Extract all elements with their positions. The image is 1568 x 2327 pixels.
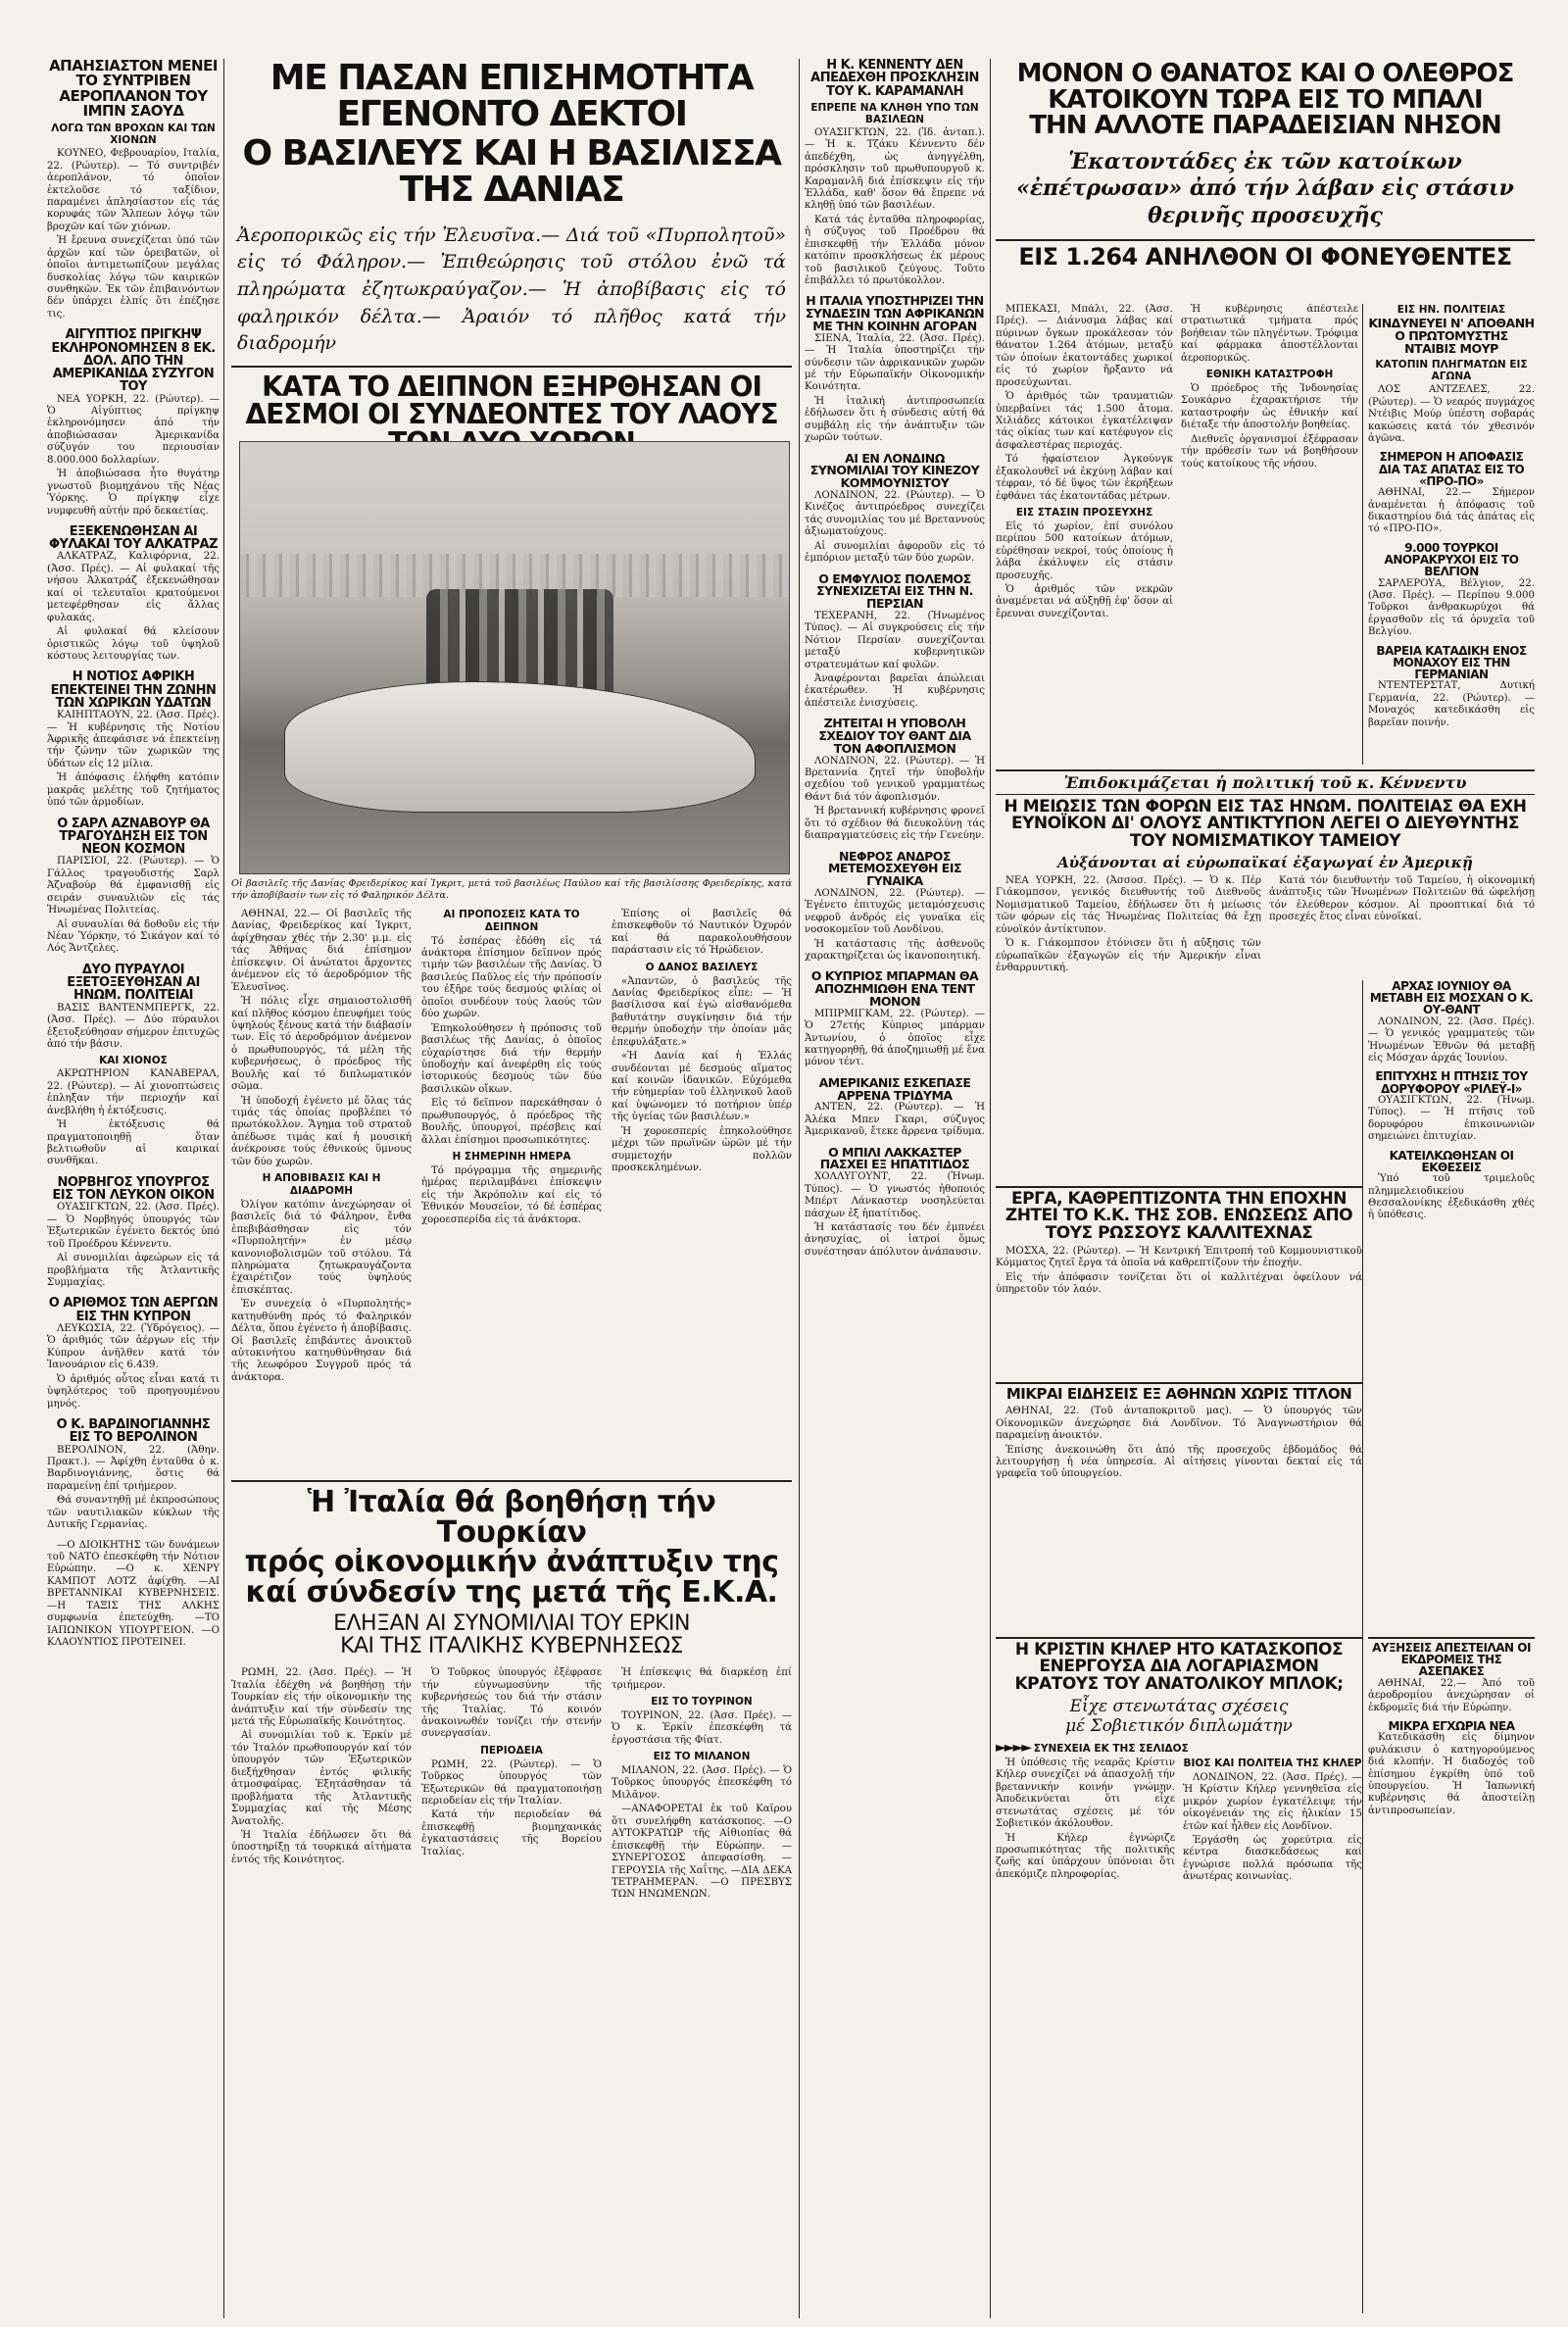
- story: ΑΝΤΕΝ, 22. (Ρώυτερ). — Ἡ Ἀλέκα Μπεν Γκαρι, σύζυγος Ἀμερικανοῦ, ἔτεκε ἄρρενα τρίδυμα.: [805, 1102, 985, 1138]
- lead-headline-line1: ΜΕ ΠΑΣΑΝ ΕΠΙΣΗΜΟΤΗΤΑ ΕΓΕΝΟΝΤΟ ΔΕΚΤΟΙ: [270, 61, 754, 134]
- lead-body: Οἱ βασιλεῖς τῆς Δανίας Φρειδερίκος καί Ἰγκριτ, μετά τοῦ βασιλέως Παύλου καί τῆς βασιλίσσης Φρειδερίκης, κατά τήν ἀποβίβασίν των εἰς τό Φαληρικόν Δέλτα. ΑΘΗΝΑΙ, 22.— Οἱ βασιλεῖς τῆς Δανίας, Φρειδερίκος καί Ἰγκριτ, ἀφίχθησαν χθές τήν 2.30' μ.μ. εἰς τάς Ἀθήνας διά ἐπίσημον ἐπίσκεψιν. Οἱ ἀνώτατοι ἄρχοντες ἀνέμενον εἰς τό ἀεροδρόμιον τῆς Ἐλευσῖνος. Ἡ πόλις εἶχε σημαιοστολισθῆ καί πλῆθος κόσμου ἐπευφήμει τούς ὑψηλούς ξένους κατά τήν διάβασίν των. Εἰς τό ἀεροδρόμιον ἀνέμενον ὁ πρωθυπουργός, τά μέλη τῆς κυβερνήσεως, ὁ πρόεδρος τῆς Βουλῆς καί τό διπλωματικόν σῶμα. Ἡ ὑποδοχή ἐγένετο μέ ὅλας τάς τιμάς τάς ὁποίας προβλέπει τό πρωτόκολλον. Ἄγημα τοῦ στρατοῦ ἀπέδωσε τιμάς καί ἡ μουσική ἀνέκρουσε τούς ἐθνικούς ὕμνους τῶν δύο χωρῶν. Η ΑΠΟΒΙΒΑΣΙΣ ΚΑΙ Η ΔΙΑΔΡΟΜΗ Ὀλίγον κατόπιν ἀνεχώρησαν οἱ βασιλεῖς διά τό Φάληρον, ἔνθα ἐπεβιβάσθησαν εἰς τόν «Πυρπολητήν» ἐν μέσῳ κανονιοβολισμῶν τοῦ στόλου. Τά πληρώματα ζητωκραυγάζοντα ἐχαιρέτιζον τούς ὑψηλούς ἐπισκέπτας. Ἐν συνεχείᾳ ὁ «Πυρπολητής» κατηυθύνθη πρός τό Φαληρικόν Δέλτα, ὅπου ἐγένετο ἡ ἀποβίβασις. Οἱ βασιλεῖς ἐπιβάντες ἀνοικτοῦ αὐτοκινήτου κατηυθύνθησαν διά τῆς λεωφόρου Συγγροῦ πρός τά ἀνάκτορα. ΑΙ ΠΡΟΠΟΣΕΙΣ ΚΑΤΑ ΤΟ ΔΕΙΠΝΟΝ Τό ἑσπέρας ἐδόθη εἰς τά ἀνάκτορα ἐπίσημον δεῖπνον πρός τιμήν τῶν βασιλέων τῆς Δανίας. Ὁ βασιλεύς Παῦλος εἰς τήν πρόποσίν του ἐξῆρε τούς δεσμούς φιλίας οἱ ὁποῖοι συνδέουν τούς λαούς τῶν δύο χωρῶν. Ἐπηκολούθησεν ἡ πρόποσις τοῦ βασιλέως τῆς Δανίας, ὁ ὁποῖος εὐχαρίστησε διά τήν θερμήν ὑποδοχήν καί ἀνεφέρθη εἰς τούς ἱστορικούς δεσμούς τῶν δύο βασιλικῶν οἴκων. Εἰς τό δεῖπνον παρεκάθησαν ὁ πρωθυπουργός, ὁ πρόεδρος τῆς Βουλῆς, ὑπουργοί, πρέσβεις καί ἄλλαι ἐπίσημοι προσωπικότητες. Η ΣΗΜΕΡΙΝΗ ΗΜΕΡΑ Τό πρόγραμμα τῆς σημερινῆς ἡμέρας περιλαμβάνει ἐπίσκεψιν εἰς τήν Ἀκρόπολιν καί εἰς τό Ἐθνικόν Μουσεῖον, τό δέ ἑσπέρας χοροεσπερίδα εἰς τά ἀνάκτορα. Ἐπίσης οἱ βασιλεῖς θά ἐπισκεφθοῦν τό Ναυτικόν Ὀχυρόν καί θά παρακολουθήσουν παράστασιν εἰς τό Ἡρώδειον. Ο ΔΑΝΟΣ ΒΑΣΙΛΕΥΣ «Ἀπαντῶν, ὁ βασιλεύς τῆς Δανίας Φρειδερίκος εἶπε: — Ἡ βασίλισσα καί ἐγώ αἰσθανόμεθα βαθυτάτην συγκίνησιν διά τήν θερμήν ὑποδοχήν τήν ὁποίαν μᾶς ἐπεφυλάξατε.» «Ἡ Δανία καί ἡ Ἑλλάς συνδέονται μέ δεσμούς αἵματος καί κοινῶν ἰδανικῶν. Εὐχόμεθα τήν εὐημερίαν τοῦ ἑλληνικοῦ λαοῦ καί ὑψώνομεν τό ποτήριον ὑπέρ τῆς ὑγείας τῶν βασιλέων.» Ἡ χοροεσπερίς ἐπηκολούθησε μέχρι τῶν πρωϊνῶν ὡρῶν μέ τήν συμμετοχήν πολλῶν προσκεκλημένων.: [231, 878, 792, 1383]
- headline: ΔΥΟ ΠΥΡΑΥΛΟΙ ΕΞΕΤΟΞΕΥΘΗΣΑΝ ΑΙ ΗΝΩΜ. ΠΟΛΙΤΕΙΑΙ: [67, 962, 200, 1004]
- headline: ΑΙΓΥΠΤΙΟΣ ΠΡΙΓΚΗΨ ΕΚΛΗΡΟΝΟΜΗΣΕΝ 8 ΕΚ. ΔΟΛ. ΑΠΟ ΤΗΝ ΑΜΕΡΙΚΑΝΙΔΑ ΣΥΖΥΓΟΝ ΤΟΥ: [51, 327, 216, 395]
- headline: Ο ΚΥΠΡΙΟΣ ΜΠΑΡΜΑΝ ΘΑ ΑΠΟΖΗΜΙΩΘΗ ΕΝΑ ΤΕΝΤ ΜΟΝΟΝ: [810, 968, 979, 1009]
- story: ΜΠΕΚΑΣΙ, Μπάλι, 22. (Ἀσσ. Πρές). — Διάνυσμα λάβας καί πύρινων ὄγκων προκάλεσαν τόν θάνατον 1.264 ἀτόμων, μεταξύ τῶν ὁποίων ἑκατοντάδες χωρικοί εἰς τό χωρίον ἤρξαντο νά προσεύχωνται.: [996, 304, 1173, 388]
- headline: ΖΗΤΕΙΤΑΙ Η ΥΠΟΒΟΛΗ ΣΧΕΔΙΟΥ ΤΟΥ ΘΑΝΤ ΔΙΑ ΤΟΝ ΑΦΟΠΛΙΣΜΟΝ: [818, 716, 971, 756]
- story: ΑΛΚΑΤΡΑΖ, Καλιφόρνια, 22. (Ἀσσ. Πρές). — Αἱ φυλακαί τῆς νήσου Ἀλκατράζ ἐξεκενώθησαν καί οἱ τελευταῖοι κρατούμενοι μετεφέρθησαν εἰς ἄλλας φυλακάς.: [47, 551, 220, 623]
- headline: Η ΚΡΙΣΤΙΝ ΚΗΛΕΡ ΗΤΟ ΚΑΤΑΣΚΟΠΟΣ ΕΝΕΡΓΟΥΣΑ ΔΙΑ ΛΟΓΑΡΙΑΣΜΟΝ ΚΡΑΤΟΥΣ ΤΟΥ ΑΝΑΤΟΛΙΚΟΥ ΜΠΛΟΚ;: [996, 1637, 1362, 1693]
- story: ΠΑΡΙΣΙΟΙ, 22. (Ρώυτερ). — Ὁ Γάλλος τραγουδιστής Σαρλ Ἀζναβούρ θά ἐμφανισθῇ εἰς σειράν συναυλιῶν εἰς τάς Ἡνωμένας Πολιτείας.: [47, 856, 220, 916]
- headline: Ο ΣΑΡΛ ΑΖΝΑΒΟΥΡ ΘΑ ΤΡΑΓΟΥΔΗΣΗ ΕΙΣ ΤΟΝ ΝΕΟΝ ΚΟΣΜΟΝ: [57, 816, 210, 858]
- headline: ΝΕΦΡΟΣ ΑΝΔΡΟΣ ΜΕΤΕΜΟΣΧΕΥΘΗ ΕΙΣ ΓΥΝΑΙΚΑ: [827, 848, 962, 889]
- subhead: ΠΕΡΙΟΔΕΙΑ: [480, 1744, 543, 1757]
- headline: Ο ΕΜΦΥΛΙΟΣ ΠΟΛΕΜΟΣ ΣΥΝΕΧΙΖΕΤΑΙ ΕΙΣ ΤΗΝ Ν. ΠΕΡΣΙΑΝ: [816, 570, 973, 611]
- bali-headline-2: ΕΙΣ 1.264 ΑΝΗΛΘΟΝ ΟΙ ΦΟΝΕΥΘΕΝΤΕΣ: [1018, 243, 1512, 272]
- headline: Η ΜΕΙΩΣΙΣ ΤΩΝ ΦΟΡΩΝ ΕΙΣ ΤΑΣ ΗΝΩΜ. ΠΟΛΙΤΕΙΑΣ ΘΑ ΕΧΗ ΕΥΝΟΪΚΟΝ ΔΙ' ΟΛΟΥΣ ΑΝΤΙΚΤΥΠΟΝ ΛΕΓΕΙ Ο ΔΙΕΥΘΥΝΤΗΣ ΤΟΥ ΝΟΜΙΣΜΑΤΙΚΟΥ ΤΑΜΕΙΟΥ: [1004, 797, 1527, 851]
- subhead-line2: ΚΑΙ ΤΗΣ ΙΤΑΛΙΚΗΣ ΚΥΒΕΡΝΗΣΕΩΣ: [340, 1633, 683, 1659]
- subhead: ΕΙΣ ΗΝ. ΠΟΛΙΤΕΙΑΣ: [1396, 304, 1506, 316]
- story: ΤΟΥΡΙΝΟΝ, 22. (Ἀσσ. Πρές). — Ὁ κ. Ἐρκίν ἐπεσκέφθη τά ἐργοστάσια τῆς Φίατ.: [612, 1709, 792, 1746]
- bali-headline-line2: ΚΑΤΟΙΚΟΥΝ ΤΩΡΑ ΕΙΣ ΤΟ ΜΠΑΛΙ: [1048, 84, 1483, 115]
- bar-headline: Ἐπιδοκιμάζεται ἡ πολιτική τοῦ κ. Κέννεντυ: [996, 769, 1535, 795]
- story: ΑΚΡΩΤΗΡΙΟΝ ΚΑΝΑΒΕΡΑΛ, 22. (Ρώυτερ). — Αἱ χιονοπτώσεις ἐπληξαν τήν περιοχήν καί ἀνεβλήθη ἡ ἐκτόξευσις.: [47, 1068, 220, 1116]
- headline: ΚΑΤΕΙΛΚΩΘΗΣΑΝ ΟΙ ΕΚΘΕΣΕΙΣ: [1389, 1148, 1514, 1174]
- lead-headline-line2: Ο ΒΑΣΙΛΕΥΣ ΚΑΙ Η ΒΑΣΙΛΙΣΣΑ ΤΗΣ ΔΑΝΙΑΣ: [242, 133, 781, 211]
- story: ΝΕΑ ΥΟΡΚΗ, 22. (Ἀσσοσ. Πρές). — Ὁ κ. Πέρ Γιάκομπσον, γενικός διευθυντής τοῦ Διεθνοῦς Νομισματικοῦ Ταμείου, ἐδήλωσεν ὅτι ἡ μείωσις τῶν φόρων εἰς τάς Ἡνωμένας Πολιτείας θά ἔχῃ εὐνοϊκόν ἀντίκτυπον.: [996, 874, 1261, 935]
- headline: ΑΡΧΑΣ ΙΟΥΝΙΟΥ ΘΑ ΜΕΤΑΒΗ ΕΙΣ ΜΟΣΧΑΝ Ο Κ. ΟΥ-ΘΑΝΤ: [1369, 980, 1534, 1017]
- subhead: ΚΑΙ ΧΙΟΝΟΣ: [99, 1055, 168, 1067]
- news-briefs: —ΑΝΑΦΟΡΕΤΑΙ ἐκ τοῦ Καϊρου ὅτι συνελήφθη κατάσκοπος. —Ο ΑΥΤΟΚΡΑΤΩΡ τῆς Αἰθιοπίας θά ἐπισκεφθῇ τήν Εὐρώπην. —ΣΥΝΕΡΓΟΣΟΣ ἀπεφασίσθη. —ΓΕΡΟΥΣΙΑ τῆς Χαΐτης. —ΔΙΑ ΔΕΚΑ ΤΕΤΡΑΗΜΕΡΑΝ. —Ο ΠΡΕΣΒΥΣ ΤΩΝ ΗΝΩΜΕΝΩΝ.: [612, 1804, 792, 1901]
- story: ΡΩΜΗ, 22. (Ρώυτερ). — Ὁ Τοῦρκος ὑπουργός τῶν Ἐξωτερικῶν θά πραγματοποιήσῃ περιοδείαν εἰς τήν Ἰταλίαν.: [421, 1758, 602, 1807]
- subhead: ΑΙ ΠΡΟΠΟΣΕΙΣ ΚΑΤΑ ΤΟ ΔΕΙΠΝΟΝ: [443, 909, 580, 933]
- subhead: ΕΙΣ ΤΟ ΤΟΥΡΙΝΟΝ: [651, 1696, 753, 1708]
- subhead: ΕΘΝΙΚΗ ΚΑΤΑΣΤΡΟΦΗ: [1205, 369, 1334, 381]
- headline: ΜΙΚΡΑΙ ΕΙΔΗΣΕΙΣ ΕΞ ΑΘΗΝΩΝ ΧΩΡΙΣ ΤΙΤΛΟΝ: [996, 1382, 1362, 1402]
- headline-line3: καί σύνδεσίν της μετά τῆς Ε.Κ.Α.: [245, 1574, 778, 1609]
- headline: ΕΞΕΚΕΝΩΘΗΣΑΝ ΑΙ ΦΥΛΑΚΑΙ ΤΟΥ ΑΛΚΑΤΡΑΖ: [48, 523, 219, 553]
- story: ΟΥΑΣΙΓΚΤΩΝ, 22. (Ἀσσ. Πρές). — Ὁ Νορβηγός ὑπουργός τῶν Ἐξωτερικῶν ἐγένετο δεκτός ὑπό τοῦ Προέδρου Κέννεντυ.: [47, 1202, 220, 1250]
- lead-paragraph: «Ἀπαντῶν, ὁ βασιλεύς τῆς Δανίας Φρειδερίκος εἶπε: — Ἡ βασίλισσα καί ἐγώ αἰσθανόμεθα βαθυτάτην συγκίνησιν διά τήν θερμήν ὑποδοχήν τήν ὁποίαν μᾶς ἐπεφυλάξατε.»: [612, 975, 792, 1048]
- story: ΡΩΜΗ, 22. (Ἀσσ. Πρές). — Ἡ Ἰταλία ἐδέχθη νά βοηθήσῃ τήν Τουρκίαν εἰς τήν οἰκονομικήν της ἀνάπτυξιν καί τήν σύνδεσίν της μετά τῆς Εὐρωπαϊκῆς Κοινότητος.: [231, 1667, 412, 1727]
- subhead: Η ΑΠΟΒΙΒΑΣΙΣ ΚΑΙ Η ΔΙΑΔΡΟΜΗ: [262, 1172, 381, 1197]
- headline: Ο ΜΠΙΛΙ ΛΑΚΚΑΣΤΕΡ ΠΑΣΧΕΙ ΕΞ ΗΠΑΤΙΤΙΔΟΣ: [819, 1144, 970, 1172]
- small-news-story: ΜΙΚΡΑΙ ΕΙΔΗΣΕΙΣ ΕΞ ΑΘΗΝΩΝ ΧΩΡΙΣ ΤΙΤΛΟΝ ΑΘΗΝΑΙ, 22. (Τοῦ ἀνταποκριτοῦ μας). — Ὁ ὑπουργός τῶν Οἰκονομικῶν ἀνεχώρησε διά Λονδῖνον. Τό Ἀναγνωστήριον θά παραμείνῃ ἀνοικτόν. Ἐπίσης ἀνεκοινώθη ὅτι ἀπό τῆς προσεχοῦς ἑβδομάδος θά λειτουργήσῃ ἡ νέα ὑπηρεσία. Αἱ αἰτήσεις γίνονται δεκταί εἰς τά γραφεῖα τοῦ ὑπουργείου.: [996, 1382, 1362, 1627]
- subhead: ΛΟΓΩ ΤΩΝ ΒΡΟΧΩΝ ΚΑΙ ΤΩΝ ΧΙΟΝΩΝ: [51, 123, 216, 147]
- story: ΛΟΣ ΑΝΤΖΕΛΕΣ, 22. (Ρώυτερ). — Ὁ νεαρός πυγμάχος Ντέιβις Μούρ ὑπέστη σοβαράς κακώσεις κατά τόν χθεσινόν ἀγῶνα.: [1368, 384, 1535, 444]
- story: ΤΕΧΕΡΑΝΗ, 22. (Ἡνωμένος Τύπος). — Αἱ συγκρούσεις εἰς τήν Νότιον Περσίαν συνεχίζονται μεταξύ κυβερνητικῶν στρατευμάτων καί φυλῶν.: [805, 610, 985, 670]
- lead-paragraph: Τό πρόγραμμα τῆς σημερινῆς ἡμέρας περιλαμβάνει ἐπίσκεψιν εἰς τήν Ἀκρόπολιν καί εἰς τό Ἐθνικόν Μουσεῖον, τό δέ ἑσπέρας χοροεσπερίδα εἰς τά ἀνάκτορα.: [421, 1164, 602, 1225]
- right-narrow-column-2: [1368, 980, 1535, 1588]
- story: ΑΘΗΝΑΙ, 22.— Ἀπό τοῦ ἀεροδρομίου ἀνεχώρησαν οἱ ἐκδρομεῖς διά τήν Εὐρώπην.: [1368, 1677, 1535, 1713]
- subhead: ΕΠΡΕΠΕ ΝΑ ΚΛΗΘΗ ΥΠΟ ΤΩΝ ΒΑΣΙΛΕΩΝ: [810, 101, 979, 125]
- bali-body: ΜΠΕΚΑΣΙ, Μπάλι, 22. (Ἀσσ. Πρές). — Διάνυσμα λάβας καί πύρινων ὄγκων προκάλεσαν τόν θάνατον 1.264 ἀτόμων, μεταξύ τῶν ὁποίων ἑκατοντάδες χωρικοί εἰς τό χωρίον ἤρξαντο νά προσεύχωνται. Ὁ ἀριθμός τῶν τραυματιῶν ὑπερβαίνει τάς 1.500 ἄτομα. Χιλιάδες κάτοικοι ἐγκατέλειψαν τάς οἰκίας των καί κατέφυγον εἰς ἀσφαλεστέρας περιοχάς. Τό ἡφαίστειον Ἀγκούνγκ ἐξακολουθεῖ νά ἐκχύνῃ λάβαν καί τέφραν, τό δέ ὕψος τῶν ἐκρήξεων ἐφθάνει τάς ἑκατοντάδας μέτρων. ΕΙΣ ΣΤΑΣΙΝ ΠΡΟΣΕΥΧΗΣ Εἰς τό χωρίον, ἐπί συνόλου περίπου 500 κατοίκων ἀτόμων, εὑρέθησαν νεκροί, τούς ὁποίους ἡ λάβα ἐκάλυψεν εἰς στάσιν προσευχῆς. Ὁ ἀριθμός τῶν νεκρῶν ἀναμένεται νά αὐξηθῇ ἐφ' ὅσον αἱ ἔρευναι συνεχίζονται. Ἡ κυβέρνησις ἀπέστειλε στρατιωτικά τμήματα πρός βοήθειαν τῶν πληγέντων. Τρόφιμα καί φάρμακα ἀποστέλλονται ἀεροπορικῶς. ΕΘΝΙΚΗ ΚΑΤΑΣΤΡΟΦΗ Ὁ πρόεδρος τῆς Ἰνδονησίας Σουκάρνο ἐχαρακτήρισε τήν καταστροφήν ὡς ἐθνικήν καί διέταξε τήν ἀποστολήν βοηθείας. Διεθνεῖς ὀργανισμοί ἐξέφρασαν τήν πρόθεσίν των νά βοηθήσουν τούς κατοίκους τῆς νήσου.: [996, 304, 1358, 619]
- story: ΟΥΑΣΙΓΚΤΩΝ, 22. (Ἰδ. ἀνταπ.). — Ἡ κ. Τζάκυ Κέννεντυ δέν ἀπεδέχθη, ὡς ἀνηγγέλθη, πρόσκλησιν τοῦ πρωθυπουργοῦ κ. Καραμανλῆ διά ἐπίσκεψιν εἰς τήν Ἑλλάδα, καθ' ὅσον θά ἔπρεπε νά κληθῇ ὑπό τῶν βασιλέων.: [805, 126, 985, 212]
- headline: ΕΠΙΤΥΧΗΣ Η ΠΤΗΣΙΣ ΤΟΥ ΔΟΡΥΦΟΡΟΥ «ΡΙΛΕΫ-Ι»: [1375, 1069, 1528, 1096]
- deck: Αὐξάνονται αἱ εὐρωπαϊκαί ἐξαγωγαί ἐν Ἀμερικῇ: [1057, 853, 1473, 871]
- story: ΛΟΝΔΙΝΟΝ, 22. (Ρώυτερ). — Ἡ Βρεταννία ζητεῖ τήν ὑποβολήν σχεδίου τοῦ γενικοῦ γραμματέως Θάντ διά τόν ἀφοπλισμόν.: [805, 755, 985, 803]
- story: ΣΙΕΝΑ, Ἰταλία, 22. (Ἀσσ. Πρές). — Ἡ Ἰταλία ὑποστηρίζει τήν σύνδεσιν τῶν ἀφρικανικῶν χωρῶν μέ τήν Εὐρωπαϊκήν Οἰκονομικήν Κοινότητα.: [805, 332, 985, 393]
- story: Ὑπό τοῦ τριμελοῦς πλημμελειοδικείου Θεσσαλονίκης ἐξεδικάσθη χθές ἡ ὑπόθεσις.: [1368, 1173, 1535, 1221]
- deck-line1: Εἶχε στενωτάτας σχέσεις: [1069, 1696, 1289, 1716]
- headline-line1: Ἡ Ἰταλία θά βοηθήσῃ τήν Τουρκίαν: [307, 1488, 716, 1550]
- column-rule: [223, 59, 224, 2318]
- story: ΜΙΛΑΝΟΝ, 22. (Ἀσσ. Πρές). — Ὁ Τοῦρκος ὑπουργός ἐπεσκέφθη τό Μιλᾶνον.: [612, 1765, 792, 1801]
- story: ΧΟΛΛΥΓΟΥΝΤ, 22. (Ἡνωμ. Τύπος). — Ὁ γνωστός ἠθοποιός Μπέρτ Λάνκαστερ νοσηλεύεται πάσχων ἐξ ἡπατίτιδος.: [805, 1171, 985, 1219]
- headline: ΑΥΞΗΣΕΙΣ ΑΠΕΣΤΕΙΛΑΝ ΟΙ ΕΚΔΡΟΜΕΙΣ ΤΗΣ ΑΣΕΠΑΚΕΣ: [1368, 1637, 1535, 1678]
- photo-caption: Οἱ βασιλεῖς τῆς Δανίας Φρειδερίκος καί Ἰγκριτ, μετά τοῦ βασιλέως Παύλου καί τῆς βασιλίσσης Φρειδερίκης, κατά τήν ἀποβίβασίν των εἰς τό Φαληρικόν Δέλτα.: [231, 878, 792, 901]
- headline-line2: πρός οἰκονομικήν ἀνάπτυξιν της: [244, 1545, 779, 1580]
- headline: 9.000 ΤΟΥΡΚΟΙ ΑΝΟΡΑΚΡΥΧΟΙ ΕΙΣ ΤΟ ΒΕΛΓΙΟΝ: [1384, 540, 1519, 579]
- lead-paragraph: ΑΘΗΝΑΙ, 22.— Οἱ βασιλεῖς τῆς Δανίας, Φρειδερίκος καί Ἰγκριτ, ἀφίχθησαν χθές τήν 2.30' μ.μ. εἰς τάς Ἀθήνας διά ἐπίσημον ἐπίσκεψιν. Οἱ ἀνώτατοι ἄρχοντες ἀνέμενον εἰς τό ἀεροδρόμιον τῆς Ἐλευσῖνος.: [231, 909, 412, 993]
- story: ΝΤΕΝΤΕΡΣΤΑΤ, Δυτική Γερμανία, 22. (Ρώυτερ). — Μοναχός κατεδικάσθη εἰς βαρεῖαν ποινήν.: [1368, 680, 1535, 728]
- story: ΒΕΡΟΛΙΝΟΝ, 22. (Ἀθην. Πρακτ.). — Ἀφίχθη ἐνταῦθα ὁ κ. Βαρδινογιάννης, ὅστις θά παραμείνῃ ἐπί τριήμερον.: [47, 1444, 220, 1492]
- left-column: ΑΠΑΗΣΙΑΣΤΟΝ ΜΕΝΕΙ ΤΟ ΣΥΝΤΡΙΒΕΝ ΑΕΡΟΠΛΑΝΟΝ ΤΟΥ ΙΜΠΝ ΣΑΟΥΔ ΛΟΓΩ ΤΩΝ ΒΡΟΧΩΝ ΚΑΙ ΤΩΝ ΧΙΟΝΩΝ ΚΟΥΝΕΟ, Φεβρουαρίου, Ιταλία, 22. (Ρώυτερ). — Τό συντριβέν ἀεροπλάνον, τό ὁποῖον ἐκτελοῦσε τό ταξίδιον, παραμένει ἀπλησίαστον εἰς τάς κορυφάς τῶν Ἄλπεων λόγῳ τῶν βροχῶν καί τῶν χιόνων. Ἡ ἔρευνα συνεχίζεται ὑπό τῶν ἀρχῶν καί τῶν ὀρειβατῶν, οἱ ὁποῖοι ἀντιμετωπίζουν μεγάλας δυσκολίας λόγῳ τῶν καιρικῶν συνθηκῶν. Ἐκ τῶν ἐπιβαινόντων δέν ὑπάρχει ἐλπίς ὅτι ἐπέζησε τις. ΑΙΓΥΠΤΙΟΣ ΠΡΙΓΚΗΨ ΕΚΛΗΡΟΝΟΜΗΣΕΝ 8 ΕΚ. ΔΟΛ. ΑΠΟ ΤΗΝ ΑΜΕΡΙΚΑΝΙΔΑ ΣΥΖΥΓΟΝ ΤΟΥ ΝΕΑ ΥΟΡΚΗ, 22. (Ρώυτερ). — Ὁ Αἰγύπτιος πρίγκηψ ἐκληρονόμησεν ἀπό τήν ἀποβιώσασαν Ἀμερικανίδα σύζυγόν του περιουσίαν 8.000.000 δολλαρίων. Ἡ ἀποβιώσασα ἦτο θυγάτηρ γνωστοῦ βιομηχάνου τῆς Νέας Ὑόρκης. Ὁ πρίγκηψ εἶχε νυμφευθῆ αὐτήν πρό δεκαετίας. ΕΞΕΚΕΝΩΘΗΣΑΝ ΑΙ ΦΥΛΑΚΑΙ ΤΟΥ ΑΛΚΑΤΡΑΖ ΑΛΚΑΤΡΑΖ, Καλιφόρνια, 22. (Ἀσσ. Πρές). — Αἱ φυλακαί τῆς νήσου Ἀλκατράζ ἐξεκενώθησαν καί οἱ τελευταῖοι κρατούμενοι μετεφέρθησαν εἰς ἄλλας φυλακάς. Αἱ φυλακαί θά κλείσουν ὁριστικῶς λόγῳ τοῦ ὑψηλοῦ κόστους λειτουργίας των. Η ΝΟΤΙΟΣ ΑΦΡΙΚΗ ΕΠΕΚΤΕΙΝΕΙ ΤΗΝ ΖΩΝΗΝ ΤΩΝ ΧΩΡΙΚΩΝ ΥΔΑΤΩΝ ΚΑΙΗΠΤΑΟΥΝ, 22. (Ἀσσ. Πρές). — Ἡ κυβέρνησις τῆς Νοτίου Ἀφρικῆς ἀπεφάσισε νά ἐπεκτείνῃ τήν ζώνην τῶν χωρικῶν της ὑδάτων εἰς 12 μίλια. Ἡ ἀπόφασις ἐλήφθη κατόπιν μακρᾶς μελέτης τοῦ ζητήματος ὑπό τῶν ἁρμοδίων. Ο ΣΑΡΛ ΑΖΝΑΒΟΥΡ ΘΑ ΤΡΑΓΟΥΔΗΣΗ ΕΙΣ ΤΟΝ ΝΕΟΝ ΚΟΣΜΟΝ ΠΑΡΙΣΙΟΙ, 22. (Ρώυτερ). — Ὁ Γάλλος τραγουδιστής Σαρλ Ἀζναβούρ θά ἐμφανισθῇ εἰς σειράν συναυλιῶν εἰς τάς Ἡνωμένας Πολιτείας. Αἱ συναυλίαι θά δοθοῦν εἰς τήν Νέαν Ὑόρκην, τό Σικάγον καί τό Λός Ἄντζελες. ΔΥΟ ΠΥΡΑΥΛΟΙ ΕΞΕΤΟΞΕΥΘΗΣΑΝ ΑΙ ΗΝΩΜ. ΠΟΛΙΤΕΙΑΙ ΒΑΣΙΣ ΒΑΝΤΕΝΜΠΕΡΓΚ, 22. (Ἀσσ. Πρές). — Δύο πύραυλοι ἐξετοξεύθησαν σήμερον ἐπιτυχῶς ἀπό τήν βάσιν. ΚΑΙ ΧΙΟΝΟΣ ΑΚΡΩΤΗΡΙΟΝ ΚΑΝΑΒΕΡΑΛ, 22. (Ρώυτερ). — Αἱ χιονοπτώσεις ἐπληξαν τήν περιοχήν καί ἀνεβλήθη ἡ ἐκτόξευσις. Ἡ ἐκτόξευσις θά πραγματοποιηθῇ ὅταν βελτιωθοῦν αἱ καιρικαί συνθῆκαι. ΝΟΡΒΗΓΟΣ ΥΠΟΥΡΓΟΣ ΕΙΣ ΤΟΝ ΛΕΥΚΟΝ ΟΙΚΟΝ ΟΥΑΣΙΓΚΤΩΝ, 22. (Ἀσσ. Πρές). — Ὁ Νορβηγός ὑπουργός τῶν Ἐξωτερικῶν ἐγένετο δεκτός ὑπό τοῦ Προέδρου Κέννεντυ. Αἱ συνομιλίαι ἀφεώρων εἰς τά προβλήματα τῆς Ἀτλαντικῆς Συμμαχίας. Ο ΑΡΙΘΜΟΣ ΤΩΝ ΑΕΡΓΩΝ ΕΙΣ ΤΗΝ ΚΥΠΡΟΝ ΛΕΥΚΩΣΙΑ, 22. (Ὑδρόγειος). — Ὁ ἀριθμός τῶν ἀέργων εἰς τήν Κύπρον ἀνῆλθεν κατά τόν Ἰανουάριον εἰς 6.439. Ὁ ἀριθμός οὗτος εἶναι κατά τι ὑψηλότερος τοῦ προηγουμένου μηνός. Ο Κ. ΒΑΡΔΙΝΟΓΙΑΝΝΗΣ ΕΙΣ ΤΟ ΒΕΡΟΛΙΝΟΝ ΒΕΡΟΛΙΝΟΝ, 22. (Ἀθην. Πρακτ.). — Ἀφίχθη ἐνταῦθα ὁ κ. Βαρδινογιάννης, ὅστις θά παραμείνῃ ἐπί τριήμερον. Θά συναντηθῇ μέ ἐκπροσώπους τῶν ναυτιλιακῶν κύκλων τῆς Δυτικῆς Γερμανίας. —Ο ΔΙΟΙΚΗΤΗΣ τῶν δυνάμεων τοῦ ΝΑΤΟ ἐπεσκέφθη τήν Νότιον Εὐρώπην. —Ο κ. ΧΕΝΡΥ ΚΑΜΠΟΤ ΛΟΤΖ ἀφίχθη. —ΑΙ ΒΡΕΤΑΝΝΙΚΑΙ ΚΥΒΕΡΝΗΣΕΙΣ. —Η ΤΑΞΙΣ ΤΗΣ ΑΛΚΗΣ συμφωνία ἐπετεύχθη. —ΤΟ ΙΑΠΩΝΙΚΟΝ ΥΠΟΥΡΓΕΙΟΝ. —Ο ΚΛΑΟΥΝΤΙΟΣ ΠΡΟΤΕΙΝΕΙ.: [47, 59, 220, 1649]
- story: ΜΟΣΧΑ, 22. (Ρώυτερ). — Ἡ Κεντρική Ἐπιτροπή τοῦ Κομμουνιστικοῦ Κόμματος ζητεῖ ἔργα τά ὁποῖα νά καθρεπτίζουν τήν ἐποχήν.: [996, 1245, 1362, 1269]
- bali-deck: Ἑκατοντάδες ἐκ τῶν κατοίκων «ἐπέτρωσαν» ἀπό τήν λάβαν εἰς στάσιν θερινῆς προσευχῆς: [1016, 148, 1514, 228]
- soviet-artists-story: ΕΡΓΑ, ΚΑΘΡΕΠΤΙΖΟΝΤΑ ΤΗΝ ΕΠΟΧΗΝ ΖΗΤΕΙ ΤΟ Κ.Κ. ΤΗΣ ΣΟΒ. ΕΝΩΣΕΩΣ ΑΠΟ ΤΟΥΣ ΡΩΣΣΟΥΣ ΚΑΛΛΙΤΕΧΝΑΣ ΜΟΣΧΑ, 22. (Ρώυτερ). — Ἡ Κεντρική Ἐπιτροπή τοῦ Κομμουνιστικοῦ Κόμματος ζητεῖ ἔργα τά ὁποῖα νά καθρεπτίζουν τήν ἐποχήν. Εἰς τήν ἀπόφασιν τονίζεται ὅτι οἱ καλλιτέχναι ὀφείλουν νά ὑπηρετοῦν τόν λαόν.: [996, 1186, 1362, 1377]
- section-rule: [231, 1480, 792, 1482]
- headline: ΣΗΜΕΡΟΝ Η ΑΠΟΦΑΣΙΣ ΔΙΑ ΤΑΣ ΑΠΑΤΑΣ ΕΙΣ ΤΟ «ΠΡΟ-ΠΟ»: [1378, 450, 1525, 488]
- subhead: ΒΙΟΣ ΚΑΙ ΠΟΛΙΤΕΙΑ ΤΗΣ ΚΗΛΕΡ: [1183, 1757, 1362, 1769]
- story: ΒΑΣΙΣ ΒΑΝΤΕΝΜΠΕΡΓΚ, 22. (Ἀσσ. Πρές). — Δύο πύραυλοι ἐξετοξεύθησαν σήμερον ἐπιτυχῶς ἀπό τήν βάσιν.: [47, 1002, 220, 1050]
- news-briefs: —Ο ΔΙΟΙΚΗΤΗΣ τῶν δυνάμεων τοῦ ΝΑΤΟ ἐπεσκέφθη τήν Νότιον Εὐρώπην. —Ο κ. ΧΕΝΡΥ ΚΑΜΠΟΤ ΛΟΤΖ ἀφίχθη. —ΑΙ ΒΡΕΤΑΝΝΙΚΑΙ ΚΥΒΕΡΝΗΣΕΙΣ. —Η ΤΑΞΙΣ ΤΗΣ ΑΛΚΗΣ συμφωνία ἐπετεύχθη. —ΤΟ ΙΑΠΩΝΙΚΟΝ ΥΠΟΥΡΓΕΙΟΝ. —Ο ΚΛΑΟΥΝΤΙΟΣ ΠΡΟΤΕΙΝΕΙ.: [47, 1539, 220, 1649]
- story: ΛΟΝΔΙΝΟΝ, 22. (Ρώυτερ). — Ὁ Κινέζος ἀντιπρόεδρος συνεχίζει τάς συνομιλίας του μέ Βρεταννούς ἀξιωματούχους.: [805, 489, 985, 538]
- story: ΛΟΝΔΙΝΟΝ, 22. (Ἀσσ. Πρές). — Ὁ γενικός γραμματεύς τῶν Ἡνωμένων Ἐθνῶν θά μεταβῇ εἰς Μόσχαν ἀρχάς Ἰουνίου.: [1368, 1015, 1535, 1064]
- bali-headline-line3: ΤΗΝ ΑΛΛΟΤΕ ΠΑΡΑΔΕΙΣΙΑΝ ΝΗΣΟΝ: [1029, 111, 1501, 141]
- subhead: Ο ΔΑΝΟΣ ΒΑΣΙΛΕΥΣ: [645, 961, 759, 973]
- lead-paragraph: Ὀλίγον κατόπιν ἀνεχώρησαν οἱ βασιλεῖς διά τό Φάληρον, ἔνθα ἐπεβιβάσθησαν εἰς τόν «Πυρπολητήν» ἐν μέσῳ κανονιοβολισμῶν τοῦ στόλου. Τά πληρώματα ζητωκραυγάζοντα ἐχαιρέτιζον τούς ὑψηλούς ἐπισκέπτας.: [231, 1199, 412, 1296]
- story: ΑΘΗΝΑΙ, 22.— Σήμερον ἀναμένεται ἡ ἀπόφασις τοῦ δικαστηρίου διά τάς ἀπάτας εἰς τό «ΠΡΟ-ΠΟ».: [1368, 487, 1535, 535]
- lead-deck: Ἀεροπορικῶς εἰς τήν Ἐλευσῖνα.— Διά τοῦ «Πυρπολητοῦ» εἰς τό Φάληρον.— Ἐπιθεώρησις τοῦ στόλου ἐνῶ τά πληρώματα ἐζητωκραύγαζον.— Ἡ ἀποβίβασις εἰς τό φαληρικόν δέλτα.— Ἀραιόν τό πλῆθος κατά τήν διαδρομήν: [237, 223, 786, 355]
- story: Εἰς τό χωρίον, ἐπί συνόλου περίπου 500 κατοίκων ἀτόμων, εὑρέθησαν νεκροί, τούς ὁποίους ἡ λάβα ἐκάλυψεν εἰς στάσιν προσευχῆς.: [996, 520, 1173, 581]
- story: Ἡ ὑπόθεσις τῆς νεαρᾶς Κρίστιν Κήλερ συνεχίζει νά ἀπασχολῇ τήν βρεταννικήν κοινήν γνώμην. Ἀποδεικνύεται ὅτι εἶχε στενωτάτας σχέσεις μέ τόν Σοβιετικόν ἀκόλουθον.: [996, 1757, 1175, 1830]
- middle-column: Η Κ. ΚΕΝΝΕΝΤΥ ΔΕΝ ΑΠΕΔΕΧΘΗ ΠΡΟΣΚΛΗΣΙΝ ΤΟΥ Κ. ΚΑΡΑΜΑΝΛΗ ΕΠΡΕΠΕ ΝΑ ΚΛΗΘΗ ΥΠΟ ΤΩΝ ΒΑΣΙΛΕΩΝ ΟΥΑΣΙΓΚΤΩΝ, 22. (Ἰδ. ἀνταπ.). — Ἡ κ. Τζάκυ Κέννεντυ δέν ἀπεδέχθη, ὡς ἀνηγγέλθη, πρόσκλησιν τοῦ πρωθυπουργοῦ κ. Καραμανλῆ διά ἐπίσκεψιν εἰς τήν Ἑλλάδα, καθ' ὅσον θά ἔπρεπε νά κληθῇ ὑπό τῶν βασιλέων. Κατά τάς ἐνταῦθα πληροφορίας, ἡ σύζυγος τοῦ Προέδρου θά ἐπισκεφθῇ τήν Ἑλλάδα μόνον κατόπιν προσκλήσεως ἐκ μέρους τοῦ βασιλικοῦ ζεύγους. Τοῦτο ἐπιβάλλει τό πρωτόκολλον. Η ΙΤΑΛΙΑ ΥΠΟΣΤΗΡΙΖΕΙ ΤΗΝ ΣΥΝΔΕΣΙΝ ΤΩΝ ΑΦΡΙΚΑΝΩΝ ΜΕ ΤΗΝ ΚΟΙΝΗΝ ΑΓΟΡΑΝ ΣΙΕΝΑ, Ἰταλία, 22. (Ἀσσ. Πρές). — Ἡ Ἰταλία ὑποστηρίζει τήν σύνδεσιν τῶν ἀφρικανικῶν χωρῶν μέ τήν Εὐρωπαϊκήν Οἰκονομικήν Κοινότητα. Ἡ ἰταλική ἀντιπροσωπεία ἐδήλωσεν ὅτι ἡ σύνδεσις αὐτή θά συμβάλῃ εἰς τήν ἀνάπτυξιν τῶν χωρῶν τούτων. ΑΙ ΕΝ ΛΟΝΔΙΝΩ ΣΥΝΟΜΙΛΙΑΙ ΤΟΥ ΚΙΝΕΖΟΥ ΚΟΜΜΟΥΝΙΣΤΟΥ ΛΟΝΔΙΝΟΝ, 22. (Ρώυτερ). — Ὁ Κινέζος ἀντιπρόεδρος συνεχίζει τάς συνομιλίας του μέ Βρεταννούς ἀξιωματούχους. Αἱ συνομιλίαι ἀφοροῦν εἰς τό ἐμπόριον μεταξύ τῶν δύο χωρῶν. Ο ΕΜΦΥΛΙΟΣ ΠΟΛΕΜΟΣ ΣΥΝΕΧΙΖΕΤΑΙ ΕΙΣ ΤΗΝ Ν. ΠΕΡΣΙΑΝ ΤΕΧΕΡΑΝΗ, 22. (Ἡνωμένος Τύπος). — Αἱ συγκρούσεις εἰς τήν Νότιον Περσίαν συνεχίζονται μεταξύ κυβερνητικῶν στρατευμάτων καί φυλῶν. Ἀναφέρονται βαρεῖαι ἀπώλειαι ἑκατέρωθεν. Ἡ κυβέρνησις ἀπέστειλε ἐνισχύσεις. ΖΗΤΕΙΤΑΙ Η ΥΠΟΒΟΛΗ ΣΧΕΔΙΟΥ ΤΟΥ ΘΑΝΤ ΔΙΑ ΤΟΝ ΑΦΟΠΛΙΣΜΟΝ ΛΟΝΔΙΝΟΝ, 22. (Ρώυτερ). — Ἡ Βρεταννία ζητεῖ τήν ὑποβολήν σχεδίου τοῦ γενικοῦ γραμματέως Θάντ διά τόν ἀφοπλισμόν. Ἡ βρεταννική κυβέρνησις φρονεῖ ὅτι τό σχέδιον θά διευκολύνῃ τάς διαπραγματεύσεις εἰς τήν Γενεύην. ΝΕΦΡΟΣ ΑΝΔΡΟΣ ΜΕΤΕΜΟΣΧΕΥΘΗ ΕΙΣ ΓΥΝΑΙΚΑ ΛΟΝΔΙΝΟΝ, 22. (Ρώυτερ). — Ἐγένετο ἐπιτυχῶς μεταμόσχευσις νεφροῦ ἀνδρός εἰς γυναῖκα εἰς νοσοκομεῖον τοῦ Λονδίνου. Ἡ κατάστασις τῆς ἀσθενοῦς χαρακτηρίζεται ὡς ἱκανοποιητική. Ο ΚΥΠΡΙΟΣ ΜΠΑΡΜΑΝ ΘΑ ΑΠΟΖΗΜΙΩΘΗ ΕΝΑ ΤΕΝΤ ΜΟΝΟΝ ΜΠΙΡΜΙΓΚΑΜ, 22. (Ρώυτερ). — Ὁ 27ετής Κύπριος μπάρμαν Ἀντωνίου, ὁ ὁποῖος εἶχε κατηγορηθῇ, θά ἀποζημιωθῇ μέ ἕνα μόνον τέντ. ΑΜΕΡΙΚΑΝΙΣ ΕΣΚΕΠΑΣΕ ΑΡΡΕΝΑ ΤΡΙΔΥΜΑ ΑΝΤΕΝ, 22. (Ρώυτερ). — Ἡ Ἀλέκα Μπεν Γκαρι, σύζυγος Ἀμερικανοῦ, ἔτεκε ἄρρενα τρίδυμα. Ο ΜΠΙΛΙ ΛΑΚΚΑΣΤΕΡ ΠΑΣΧΕΙ ΕΞ ΗΠΑΤΙΤΙΔΟΣ ΧΟΛΛΥΓΟΥΝΤ, 22. (Ἡνωμ. Τύπος). — Ὁ γνωστός ἠθοποιός Μπέρτ Λάνκαστερ νοσηλεύεται πάσχων ἐξ ἡπατίτιδος. Ἡ κατάστασίς του δέν ἐμπνέει ἀνησυχίας, οἱ ἰατροί ὅμως συνέστησαν ἀπόλυτον ἀνάπαυσιν.: [805, 59, 985, 1258]
- headline: ΜΙΚΡΑ ΕΓΧΩΡΙΑ ΝΕΑ: [1388, 1719, 1515, 1734]
- headline: ΝΟΡΒΗΓΟΣ ΥΠΟΥΡΓΟΣ ΕΙΣ ΤΟΝ ΛΕΥΚΟΝ ΟΙΚΟΝ: [52, 1174, 215, 1204]
- story: ΑΘΗΝΑΙ, 22. (Τοῦ ἀνταποκριτοῦ μας). — Ὁ ὑπουργός τῶν Οἰκονομικῶν ἀνεχώρησε διά Λονδῖνον. Τό Ἀναγνωστήριον θά παραμείνῃ ἀνοικτόν.: [996, 1406, 1362, 1442]
- column-rule: [1362, 304, 1363, 765]
- subhead: ΚΑΤΟΠΙΝ ΠΛΗΓΜΑΤΩΝ ΕΙΣ ΑΓΩΝΑ: [1375, 359, 1528, 383]
- bali-headline-line1: ΜΟΝΟΝ Ο ΘΑΝΑΤΟΣ ΚΑΙ Ο ΟΛΕΘΡΟΣ: [1016, 61, 1514, 88]
- column-rule: [799, 59, 800, 2318]
- story: ΛΕΥΚΩΣΙΑ, 22. (Ὑδρόγειος). — Ὁ ἀριθμός τῶν ἀέργων εἰς τήν Κύπρον ἀνῆλθεν κατά τόν Ἰανουάριον εἰς 6.439.: [47, 1322, 220, 1371]
- italy-turkey-story: Ἡ Ἰταλία θά βοηθήσῃ τήν Τουρκίαν πρός οἰκονομικήν ἀνάπτυξιν της καί σύνδεσίν της μετά τῆς Ε.Κ.Α. ΕΛΗΞΑΝ ΑΙ ΣΥΝΟΜΙΛΙΑΙ ΤΟΥ ΕΡΚΙΝ ΚΑΙ ΤΗΣ ΙΤΑΛΙΚΗΣ ΚΥΒΕΡΝΗΣΕΩΣ ΡΩΜΗ, 22. (Ἀσσ. Πρές). — Ἡ Ἰταλία ἐδέχθη νά βοηθήσῃ τήν Τουρκίαν εἰς τήν οἰκονομικήν της ἀνάπτυξιν καί τήν σύνδεσίν της μετά τῆς Εὐρωπαϊκῆς Κοινότητος. Αἱ συνομιλίαι τοῦ κ. Ἐρκίν μέ τόν Ἰταλόν πρωθυπουργόν καί τόν ὑπουργόν τῶν Ἐξωτερικῶν διεξήχθησαν ἐντός φιλικῆς ἀτμοσφαίρας. Ἐξητάσθησαν τά προβλήματα τῆς Ἀτλαντικῆς Συμμαχίας καί τῆς Μέσης Ἀνατολῆς. Ἡ Ἰταλία ἐδήλωσεν ὅτι θά ὑποστηρίξῃ τά τουρκικά αἰτήματα ἐντός τῆς Κοινότητος. Ὁ Τοῦρκος ὑπουργός ἐξέφρασε τήν εὐγνωμοσύνην τῆς κυβερνήσεώς του διά τήν στάσιν τῆς Ἰταλίας. Τό κοινόν ἀνακοινωθέν τονίζει τήν στενήν συνεργασίαν. ΠΕΡΙΟΔΕΙΑ ΡΩΜΗ, 22. (Ρώυτερ). — Ὁ Τοῦρκος ὑπουργός τῶν Ἐξωτερικῶν θά πραγματοποιήσῃ περιοδείαν εἰς τήν Ἰταλίαν. Κατά τήν περιοδείαν θά ἐπισκεφθῇ βιομηχανικάς ἐγκαταστάσεις τῆς Βορείου Ἰταλίας. Ἡ ἐπίσκεψις θά διαρκέσῃ ἐπί τριήμερον. ΕΙΣ ΤΟ ΤΟΥΡΙΝΟΝ ΤΟΥΡΙΝΟΝ, 22. (Ἀσσ. Πρές). — Ὁ κ. Ἐρκίν ἐπεσκέφθη τά ἐργοστάσια τῆς Φίατ. ΕΙΣ ΤΟ ΜΙΛΑΝΟΝ ΜΙΛΑΝΟΝ, 22. (Ἀσσ. Πρές). — Ὁ Τοῦρκος ὑπουργός ἐπεσκέφθη τό Μιλᾶνον. —ΑΝΑΦΟΡΕΤΑΙ ἐκ τοῦ Καϊρου ὅτι συνελήφθη κατάσκοπος. —Ο ΑΥΤΟΚΡΑΤΩΡ τῆς Αἰθιοπίας θά ἐπισκεφθῇ τήν Εὐρώπην. —ΣΥΝΕΡΓΟΣΟΣ ἀπεφασίσθη. —ΓΕΡΟΥΣΙΑ τῆς Χαΐτης. —ΔΙΑ ΔΕΚΑ ΤΕΤΡΑΗΜΕΡΑΝ. —Ο ΠΡΕΣΒΥΣ ΤΩΝ ΗΝΩΜΕΝΩΝ.: [231, 1488, 792, 1901]
- keeler-story: Η ΚΡΙΣΤΙΝ ΚΗΛΕΡ ΗΤΟ ΚΑΤΑΣΚΟΠΟΣ ΕΝΕΡΓΟΥΣΑ ΔΙΑ ΛΟΓΑΡΙΑΣΜΟΝ ΚΡΑΤΟΥΣ ΤΟΥ ΑΝΑΤΟΛΙΚΟΥ ΜΠΛΟΚ; Εἶχε στενωτάτας σχέσεις μέ Σοβιετικόν διπλωμάτην ►►►► ΣΥΝΕΧΕΙΑ ΕΚ ΤΗΣ ΣΕΛΙΔΟΣ Ἡ ὑπόθεσις τῆς νεαρᾶς Κρίστιν Κήλερ συνεχίζει νά ἀπασχολῇ τήν βρεταννικήν κοινήν γνώμην. Ἀποδεικνύεται ὅτι εἶχε στενωτάτας σχέσεις μέ τόν Σοβιετικόν ἀκόλουθον. Ἡ Κήλερ ἐγνώριζε προσωπικότητας τῆς πολιτικῆς ζωῆς καί ὑπάρχουν ὑπόνοιαι ὅτι ἀπεκόμιζε πληροφορίας. ΒΙΟΣ ΚΑΙ ΠΟΛΙΤΕΙΑ ΤΗΣ ΚΗΛΕΡ ΛΟΝΔΙΝΟΝ, 22. (Ἀσσ. Πρές). — Ἡ Κρίστιν Κήλερ γεννηθεῖσα εἰς μικρόν χωρίον ἐγκατέλειψε τήν οἰκογένειάν της εἰς ἡλικίαν 15 ἐτῶν καί ἦλθεν εἰς Λονδῖνον. Ἐργάσθη ὡς χορεύτρια εἰς κέντρα διασκεδάσεως καί ἐγνώρισε πολλά πρόσωπα τῆς ἀνωτέρας κοινωνίας.: [996, 1637, 1362, 2313]
- headline: Ο Κ. ΒΑΡΔΙΝΟΓΙΑΝΝΗΣ ΕΙΣ ΤΟ ΒΕΡΟΛΙΝΟΝ: [56, 1417, 211, 1446]
- subhead: ΕΙΣ ΤΟ ΜΙΛΑΝΟΝ: [653, 1751, 751, 1763]
- subhead: Η ΣΗΜΕΡΙΝΗ ΗΜΕΡΑ: [452, 1151, 571, 1164]
- story: ΣΑΡΛΕΡΟΥΑ, Βέλγιον, 22. (Ἀσσ. Πρές). — Περίπου 9.000 Τοῦρκοι ἀνθρακωρύχοι θά ἐργασθοῦν εἰς τά ὀρυχεῖα τοῦ Βελγίου.: [1368, 577, 1535, 638]
- story: ΟΥΑΣΙΓΚΤΩΝ, 22. (Ἡνωμ. Τύπος). — Ἡ πτῆσις τοῦ δορυφόρου ἐπικοινωνιῶν σημειώνει ἐπιτυχίαν.: [1368, 1094, 1535, 1143]
- column-rule: [1362, 980, 1363, 2313]
- column-rule: [990, 59, 991, 2318]
- headline: ΑΜΕΡΙΚΑΝΙΣ ΕΣΚΕΠΑΣΕ ΑΡΡΕΝΑ ΤΡΙΔΥΜΑ: [818, 1074, 971, 1103]
- headline: ΕΡΓΑ, ΚΑΘΡΕΠΤΙΖΟΝΤΑ ΤΗΝ ΕΠΟΧΗΝ ΖΗΤΕΙ ΤΟ Κ.Κ. ΤΗΣ ΣΟΒ. ΕΝΩΣΕΩΣ ΑΠΟ ΤΟΥΣ ΡΩΣΣΟΥΣ ΚΑΛΛΙΤΕΧΝΑΣ: [996, 1186, 1362, 1242]
- deck-line2: μέ Σοβιετικόν διπλωμάτην: [1065, 1715, 1293, 1736]
- story: ΚΟΥΝΕΟ, Φεβρουαρίου, Ιταλία, 22. (Ρώυτερ). — Τό συντριβέν ἀεροπλάνον, τό ὁποῖον ἐκτελοῦσε τό ταξίδιον, παραμένει ἀπλησίαστον εἰς τάς κορυφάς τῶν Ἄλπεων λόγῳ τῶν βροχῶν καί τῶν χιόνων.: [47, 148, 220, 232]
- story: ΜΠΙΡΜΙΓΚΑΜ, 22. (Ρώυτερ). — Ὁ 27ετής Κύπριος μπάρμαν Ἀντωνίου, ὁ ὁποῖος εἶχε κατηγορηθῇ, θά ἀποζημιωθῇ μέ ἕνα μόνον τέντ.: [805, 1008, 985, 1068]
- story: ΛΟΝΔΙΝΟΝ, 22. (Ρώυτερ). — Ἐγένετο ἐπιτυχῶς μεταμόσχευσις νεφροῦ ἀνδρός εἰς γυναῖκα εἰς νοσοκομεῖον τοῦ Λονδίνου.: [805, 887, 985, 936]
- story: Κατεδικάσθη εἰς δίμηνον φυλάκισιν ὁ κατηγορούμενος διά κλοπήν. Ἡ διαδοχός τοῦ ἐπίσημου ἐγκρίθη ὑπό τοῦ ὑπουργείου. Ἡ Ἰαπωνική κυβέρνησις θά ἀποστείλῃ ἀντιπροσωπείαν.: [1368, 1732, 1535, 1816]
- headline: ΒΑΡΕΙΑ ΚΑΤΑΔΙΚΗ ΕΝΟΣ ΜΟΝΑΧΟΥ ΕΙΣ ΤΗΝ ΓΕΡΜΑΝΙΑΝ: [1376, 643, 1527, 682]
- story: ΚΑΙΗΠΤΑΟΥΝ, 22. (Ἀσσ. Πρές). — Ἡ κυβέρνησις τῆς Νοτίου Ἀφρικῆς ἀπεφάσισε νά ἐπεκτείνῃ τήν ζώνην τῶν χωρικῶν της ὑδάτων εἰς 12 μίλια.: [47, 710, 220, 769]
- right-narrow-column-3: [1368, 1637, 1535, 2313]
- headline: ΚΙΝΔΥΝΕΥΕΙ Ν' ΑΠΟΘΑΝΗ Ο ΠΡΩΤΟΜΥΣΤΗΣ ΝΤΑΙΒΙΣ ΜΟΥΡ: [1368, 316, 1535, 356]
- headline: Η ΙΤΑΛΙΑ ΥΠΟΣΤΗΡΙΖΕΙ ΤΗΝ ΣΥΝΔΕΣΙΝ ΤΩΝ ΑΦΡΙΚΑΝΩΝ ΜΕ ΤΗΝ ΚΟΙΝΗΝ ΑΓΟΡΑΝ: [805, 293, 985, 333]
- lead-paragraph: Τό ἑσπέρας ἐδόθη εἰς τά ἀνάκτορα ἐπίσημον δεῖπνον πρός τιμήν τῶν βασιλέων τῆς Δανίας. Ὁ βασιλεύς Παῦλος εἰς τήν πρόποσίν του ἐξῆρε τούς δεσμούς φιλίας οἱ ὁποῖοι συνδέουν τούς λαούς τῶν δύο χωρῶν.: [421, 935, 602, 1020]
- headline: ΑΠΑΗΣΙΑΣΤΟΝ ΜΕΝΕΙ ΤΟ ΣΥΝΤΡΙΒΕΝ ΑΕΡΟΠΛΑΝΟΝ ΤΟΥ ΙΜΠΝ ΣΑΟΥΔ: [49, 59, 218, 120]
- headline: Ο ΑΡΙΘΜΟΣ ΤΩΝ ΑΕΡΓΩΝ ΕΙΣ ΤΗΝ ΚΥΠΡΟΝ: [48, 1296, 219, 1324]
- taxes-story: Ἐπιδοκιμάζεται ἡ πολιτική τοῦ κ. Κέννεντυ Η ΜΕΙΩΣΙΣ ΤΩΝ ΦΟΡΩΝ ΕΙΣ ΤΑΣ ΗΝΩΜ. ΠΟΛΙΤΕΙΑΣ ΘΑ ΕΧΗ ΕΥΝΟΪΚΟΝ ΔΙ' ΟΛΟΥΣ ΑΝΤΙΚΤΥΠΟΝ ΛΕΓΕΙ Ο ΔΙΕΥΘΥΝΤΗΣ ΤΟΥ ΝΟΜΙΣΜΑΤΙΚΟΥ ΤΑΜΕΙΟΥ Αὐξάνονται αἱ εὐρωπαϊκαί ἐξαγωγαί ἐν Ἀμερικῇ ΝΕΑ ΥΟΡΚΗ, 22. (Ἀσσοσ. Πρές). — Ὁ κ. Πέρ Γιάκομπσον, γενικός διευθυντής τοῦ Διεθνοῦς Νομισματικοῦ Ταμείου, ἐδήλωσεν ὅτι ἡ μείωσις τῶν φόρων εἰς τάς Ἡνωμένας Πολιτείας θά ἔχῃ εὐνοϊκόν ἀντίκτυπον. Ὁ κ. Γιάκομπσον ἐτόνισεν ὅτι ἡ αὔξησις τῶν εὐρωπαϊκῶν ἐξαγωγῶν εἰς τήν Ἀμερικήν εἶναι ἐνθαρρυντική. Κατά τόν διευθυντήν τοῦ Ταμείου, ἡ οἰκονομική ἀνάπτυξις τῶν Ἡνωμένων Πολιτειῶν θά ὠφελήσῃ τόν ἐλεύθερον κόσμον. Αἱ προοπτικαί διά τό προσεχές ἔτος εἶναι εὐνοϊκαί.: [996, 769, 1535, 1181]
- story: ΝΕΑ ΥΟΡΚΗ, 22. (Ρώυτερ). — Ὁ Αἰγύπτιος πρίγκηψ ἐκληρονόμησεν ἀπό τήν ἀποβιώσασαν Ἀμερικανίδα σύζυγόν του περιουσίαν 8.000.000 δολλαρίων.: [47, 393, 220, 466]
- right-narrow-column: [1368, 304, 1535, 765]
- subhead-line1: ΕΛΗΞΑΝ ΑΙ ΣΥΝΟΜΙΛΙΑΙ ΤΟΥ ΕΡΚΙΝ: [333, 1611, 690, 1637]
- headline: Η Κ. ΚΕΝΝΕΝΤΥ ΔΕΝ ΑΠΕΔΕΧΘΗ ΠΡΟΣΚΛΗΣΙΝ ΤΟΥ Κ. ΚΑΡΑΜΑΝΛΗ: [810, 59, 979, 99]
- news-photo: [239, 441, 790, 874]
- subhead: ΕΙΣ ΣΤΑΣΙΝ ΠΡΟΣΕΥΧΗΣ: [1015, 507, 1153, 519]
- continued-label: ΣΥΝΕΧΕΙΑ ΕΚ ΤΗΣ ΣΕΛΙΔΟΣ: [1033, 1742, 1189, 1755]
- headline: Η ΝΟΤΙΟΣ ΑΦΡΙΚΗ ΕΠΕΚΤΕΙΝΕΙ ΤΗΝ ΖΩΝΗΝ ΤΩΝ ΧΩΡΙΚΩΝ ΥΔΑΤΩΝ: [50, 669, 217, 711]
- story: ΛΟΝΔΙΝΟΝ, 22. (Ἀσσ. Πρές). — Ἡ Κρίστιν Κήλερ γεννηθεῖσα εἰς μικρόν χωρίον ἐγκατέλειψε τήν οἰκογένειάν της εἰς ἡλικίαν 15 ἐτῶν καί ἦλθεν εἰς Λονδῖνον.: [1183, 1771, 1362, 1832]
- lead-headline-2: ΚΑΤΑ ΤΟ ΔΕΙΠΝΟΝ ΕΞΗΡΘΗΣΑΝ ΟΙ ΔΕΣΜΟΙ ΟΙ ΣΥΝΔΕΟΝΤΕΣ ΤΟΥ ΛΑΟΥΣ: [245, 370, 778, 431]
- story: Ὁ πρόεδρος τῆς Ἰνδονησίας Σουκάρνο ἐχαρακτήρισε τήν καταστροφήν ὡς ἐθνικήν καί διέταξε τήν ἀποστολήν βοηθείας.: [1181, 382, 1358, 431]
- headline: ΑΙ ΕΝ ΛΟΝΔΙΝΩ ΣΥΝΟΜΙΛΙΑΙ ΤΟΥ ΚΙΝΕΖΟΥ ΚΟΜΜΟΥΝΙΣΤΟΥ: [809, 450, 980, 491]
